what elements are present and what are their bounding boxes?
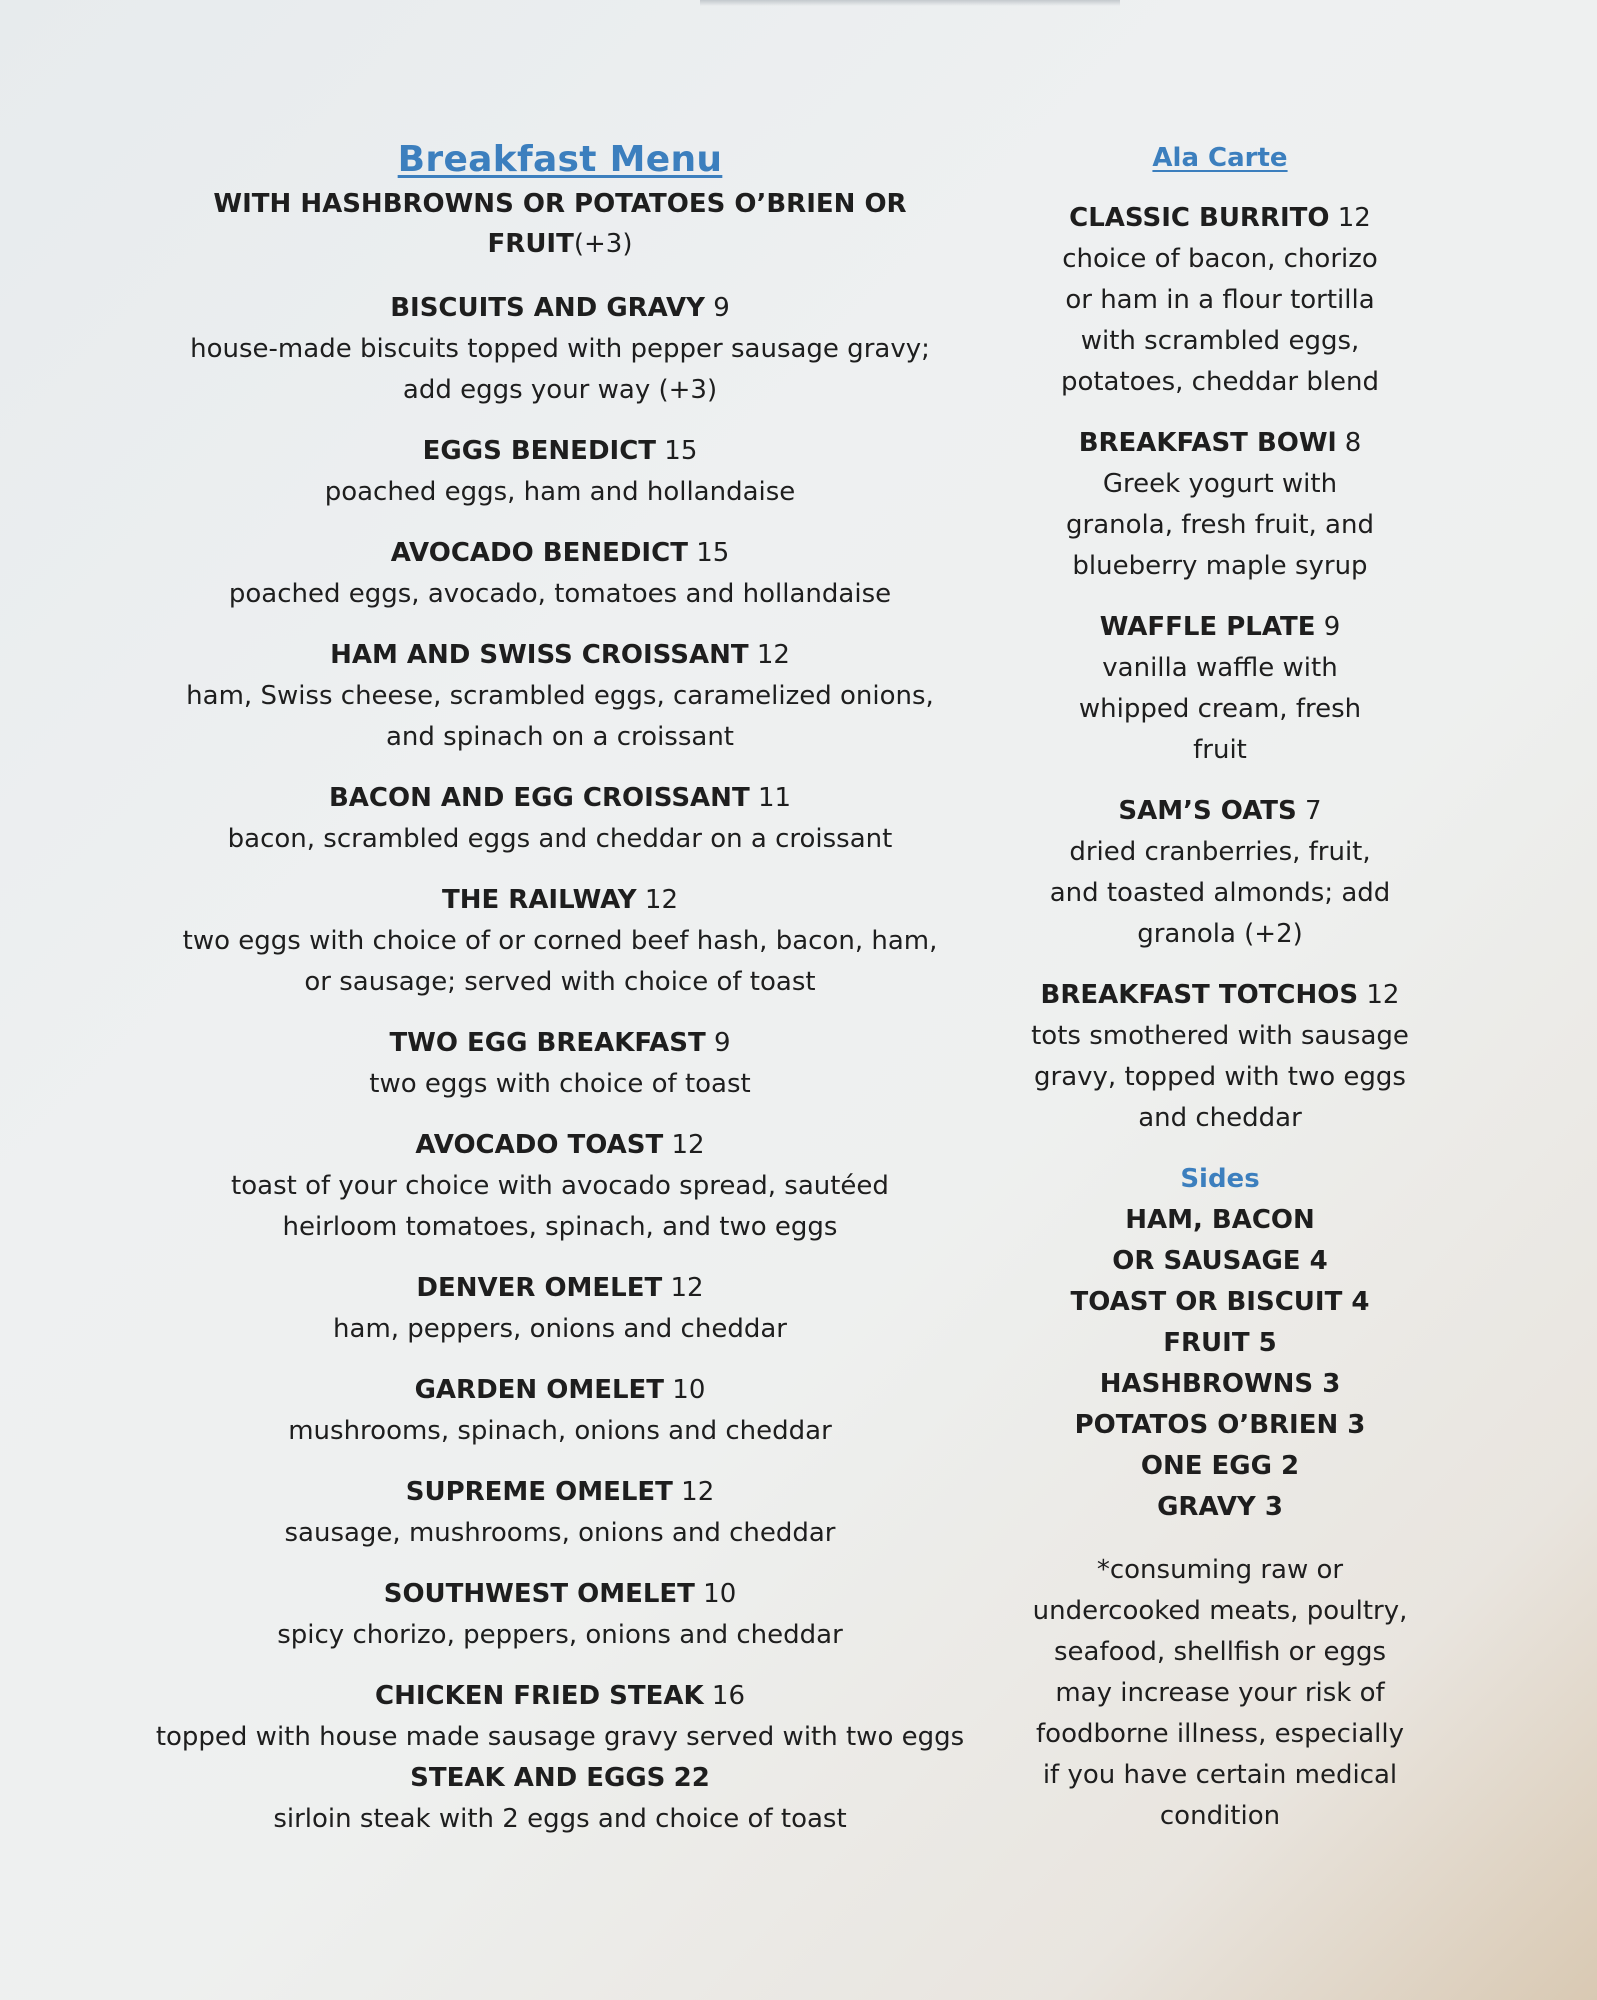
menu-item	[155, 1023, 965, 1105]
page-edge-shadow	[700, 0, 1120, 6]
item-price: 12	[1337, 203, 1371, 233]
item-description: two eggs with choice of toast	[369, 1069, 751, 1099]
item-price: 7	[1305, 796, 1322, 826]
menu-item	[155, 431, 965, 513]
menu-item	[155, 1125, 965, 1248]
item-description: spicy chorizo, peppers, onions and cheddar	[277, 1620, 843, 1650]
menu-item	[155, 1268, 965, 1350]
item-description: toast of your choice with avocado spread, sautéed heirloom tomatoes, spinach, and two eggs	[231, 1171, 889, 1242]
item-price: 9	[1323, 612, 1341, 642]
item-name: BISCUITS AND GRAVY	[390, 293, 705, 323]
item-description: choice of bacon, chorizo or ham in a flour tortilla with scrambled eggs, potatoes, cheddar blend	[1060, 244, 1380, 397]
side-item: TOAST OR BISCUIT 4	[1070, 1287, 1370, 1317]
item-price: 8	[1344, 428, 1362, 458]
item-name: CLASSIC BURRITO	[1069, 203, 1330, 233]
ala-carte-column	[1025, 138, 1415, 1837]
item-description: house-made biscuits topped with pepper sausage gravy; add eggs your way (+3)	[190, 334, 930, 405]
item-description: vanilla waffle with whipped cream, fresh fruit	[1078, 653, 1362, 765]
item-price: 12	[756, 640, 790, 670]
menu-item	[155, 1676, 965, 1758]
item-price: 10	[672, 1375, 706, 1405]
item-price: 10	[703, 1579, 737, 1609]
side-item: HAM, BACON	[1125, 1205, 1315, 1235]
ala-carte-item	[1025, 791, 1415, 955]
item-name: AVOCADO BENEDICT	[390, 538, 688, 568]
menu-subtitle-text: WITH HASHBROWNS OR POTATOES O’BRIEN OR FRUIT	[213, 189, 907, 259]
item-name: EGGS BENEDICT	[422, 436, 657, 466]
item-price: 12	[670, 1273, 704, 1303]
item-description: ham, peppers, onions and cheddar	[333, 1314, 787, 1344]
item-price: 12	[644, 885, 678, 915]
side-item: POTATOS O’BRIEN 3	[1074, 1410, 1366, 1440]
item-name: TWO EGG BREAKFAST	[389, 1028, 706, 1058]
item-price: 15	[696, 538, 730, 568]
item-price: 15	[664, 436, 698, 466]
item-description: ham, Swiss cheese, scrambled eggs, caramelized onions, and spinach on a croissant	[186, 681, 934, 752]
item-name: BREAKFAST TOTCHOS	[1040, 980, 1359, 1010]
item-name: SUPREME OMELET	[405, 1477, 673, 1507]
item-price: 22	[673, 1763, 710, 1793]
item-price: 9	[714, 1028, 731, 1058]
menu-item	[155, 1370, 965, 1452]
item-name: BACON AND EGG CROISSANT	[328, 783, 750, 813]
side-item: FRUIT 5	[1163, 1328, 1277, 1358]
menu-item	[155, 1758, 965, 1840]
item-description: poached eggs, ham and hollandaise	[324, 477, 796, 507]
item-name: THE RAILWAY	[441, 885, 637, 915]
ala-carte-item	[1025, 607, 1415, 771]
side-item: HASHBROWNS 3	[1099, 1369, 1341, 1399]
item-name: GARDEN OMELET	[414, 1375, 665, 1405]
item-price: 16	[711, 1681, 745, 1711]
item-name: HAM AND SWISS CROISSANT	[330, 640, 749, 670]
menu-title: Breakfast Menu	[397, 139, 723, 180]
item-price: 12	[671, 1130, 705, 1160]
side-item: GRAVY 3	[1157, 1492, 1283, 1522]
ala-carte-item	[1025, 423, 1415, 587]
item-name: SAM’S OATS	[1118, 796, 1297, 826]
menu-item	[155, 288, 965, 411]
menu-item	[155, 1472, 965, 1554]
item-description: topped with house made sausage gravy served with two eggs	[155, 1722, 965, 1752]
item-price: 12	[681, 1477, 715, 1507]
item-description: tots smothered with sausage gravy, topped with two eggs and cheddar	[1031, 1021, 1409, 1133]
item-name: BREAKFAST BOWl	[1078, 428, 1337, 458]
menu-subtitle-price: (+3)	[573, 229, 633, 259]
menu-item	[155, 880, 965, 1003]
item-description: two eggs with choice of or corned beef hash, bacon, ham, or sausage; served with choice of toast	[182, 926, 938, 997]
food-safety-notice: *consuming raw or undercooked meats, poultry, seafood, shellfish or eggs may increase your risk of foodborne illness, especially if you have certain medical condition	[1032, 1555, 1408, 1831]
ala-carte-item	[1025, 198, 1415, 403]
menu-item	[155, 1574, 965, 1656]
menu-subtitle	[155, 184, 965, 264]
item-description: poached eggs, avocado, tomatoes and hollandaise	[228, 579, 892, 609]
menu-item	[155, 778, 965, 860]
side-item: OR SAUSAGE 4	[1112, 1246, 1328, 1276]
menu-item	[155, 533, 965, 615]
item-description: dried cranberries, fruit, and toasted almonds; add granola (+2)	[1049, 837, 1391, 949]
item-name: DENVER OMELET	[416, 1273, 663, 1303]
menu-item	[155, 635, 965, 758]
item-description: sausage, mushrooms, onions and cheddar	[284, 1518, 836, 1548]
ala-carte-item	[1025, 975, 1415, 1139]
item-name: CHICKEN FRIED STEAK	[374, 1681, 704, 1711]
item-price: 9	[713, 293, 730, 323]
item-description: bacon, scrambled eggs and cheddar on a croissant	[227, 824, 893, 854]
item-price: 12	[1366, 980, 1400, 1010]
item-text	[1025, 607, 1415, 771]
item-name: AVOCADO TOAST	[415, 1130, 664, 1160]
sides-list	[1025, 1200, 1415, 1528]
item-price: 11	[757, 783, 792, 813]
item-description: mushrooms, spinach, onions and cheddar	[288, 1416, 832, 1446]
item-description: sirloin steak with 2 eggs and choice of toast	[273, 1804, 847, 1834]
item-description: Greek yogurt with granola, fresh fruit, and blueberry maple syrup	[1066, 469, 1374, 581]
ala-carte-title: Ala Carte	[1152, 143, 1288, 173]
side-item: ONE EGG 2	[1140, 1451, 1300, 1481]
item-name: STEAK AND EGGS	[410, 1763, 666, 1793]
item-name: SOUTHWEST OMELET	[383, 1579, 695, 1609]
sides-title: Sides	[1180, 1164, 1260, 1194]
item-name: WAFFLE PLATE	[1099, 612, 1316, 642]
breakfast-menu-column	[155, 138, 965, 1860]
